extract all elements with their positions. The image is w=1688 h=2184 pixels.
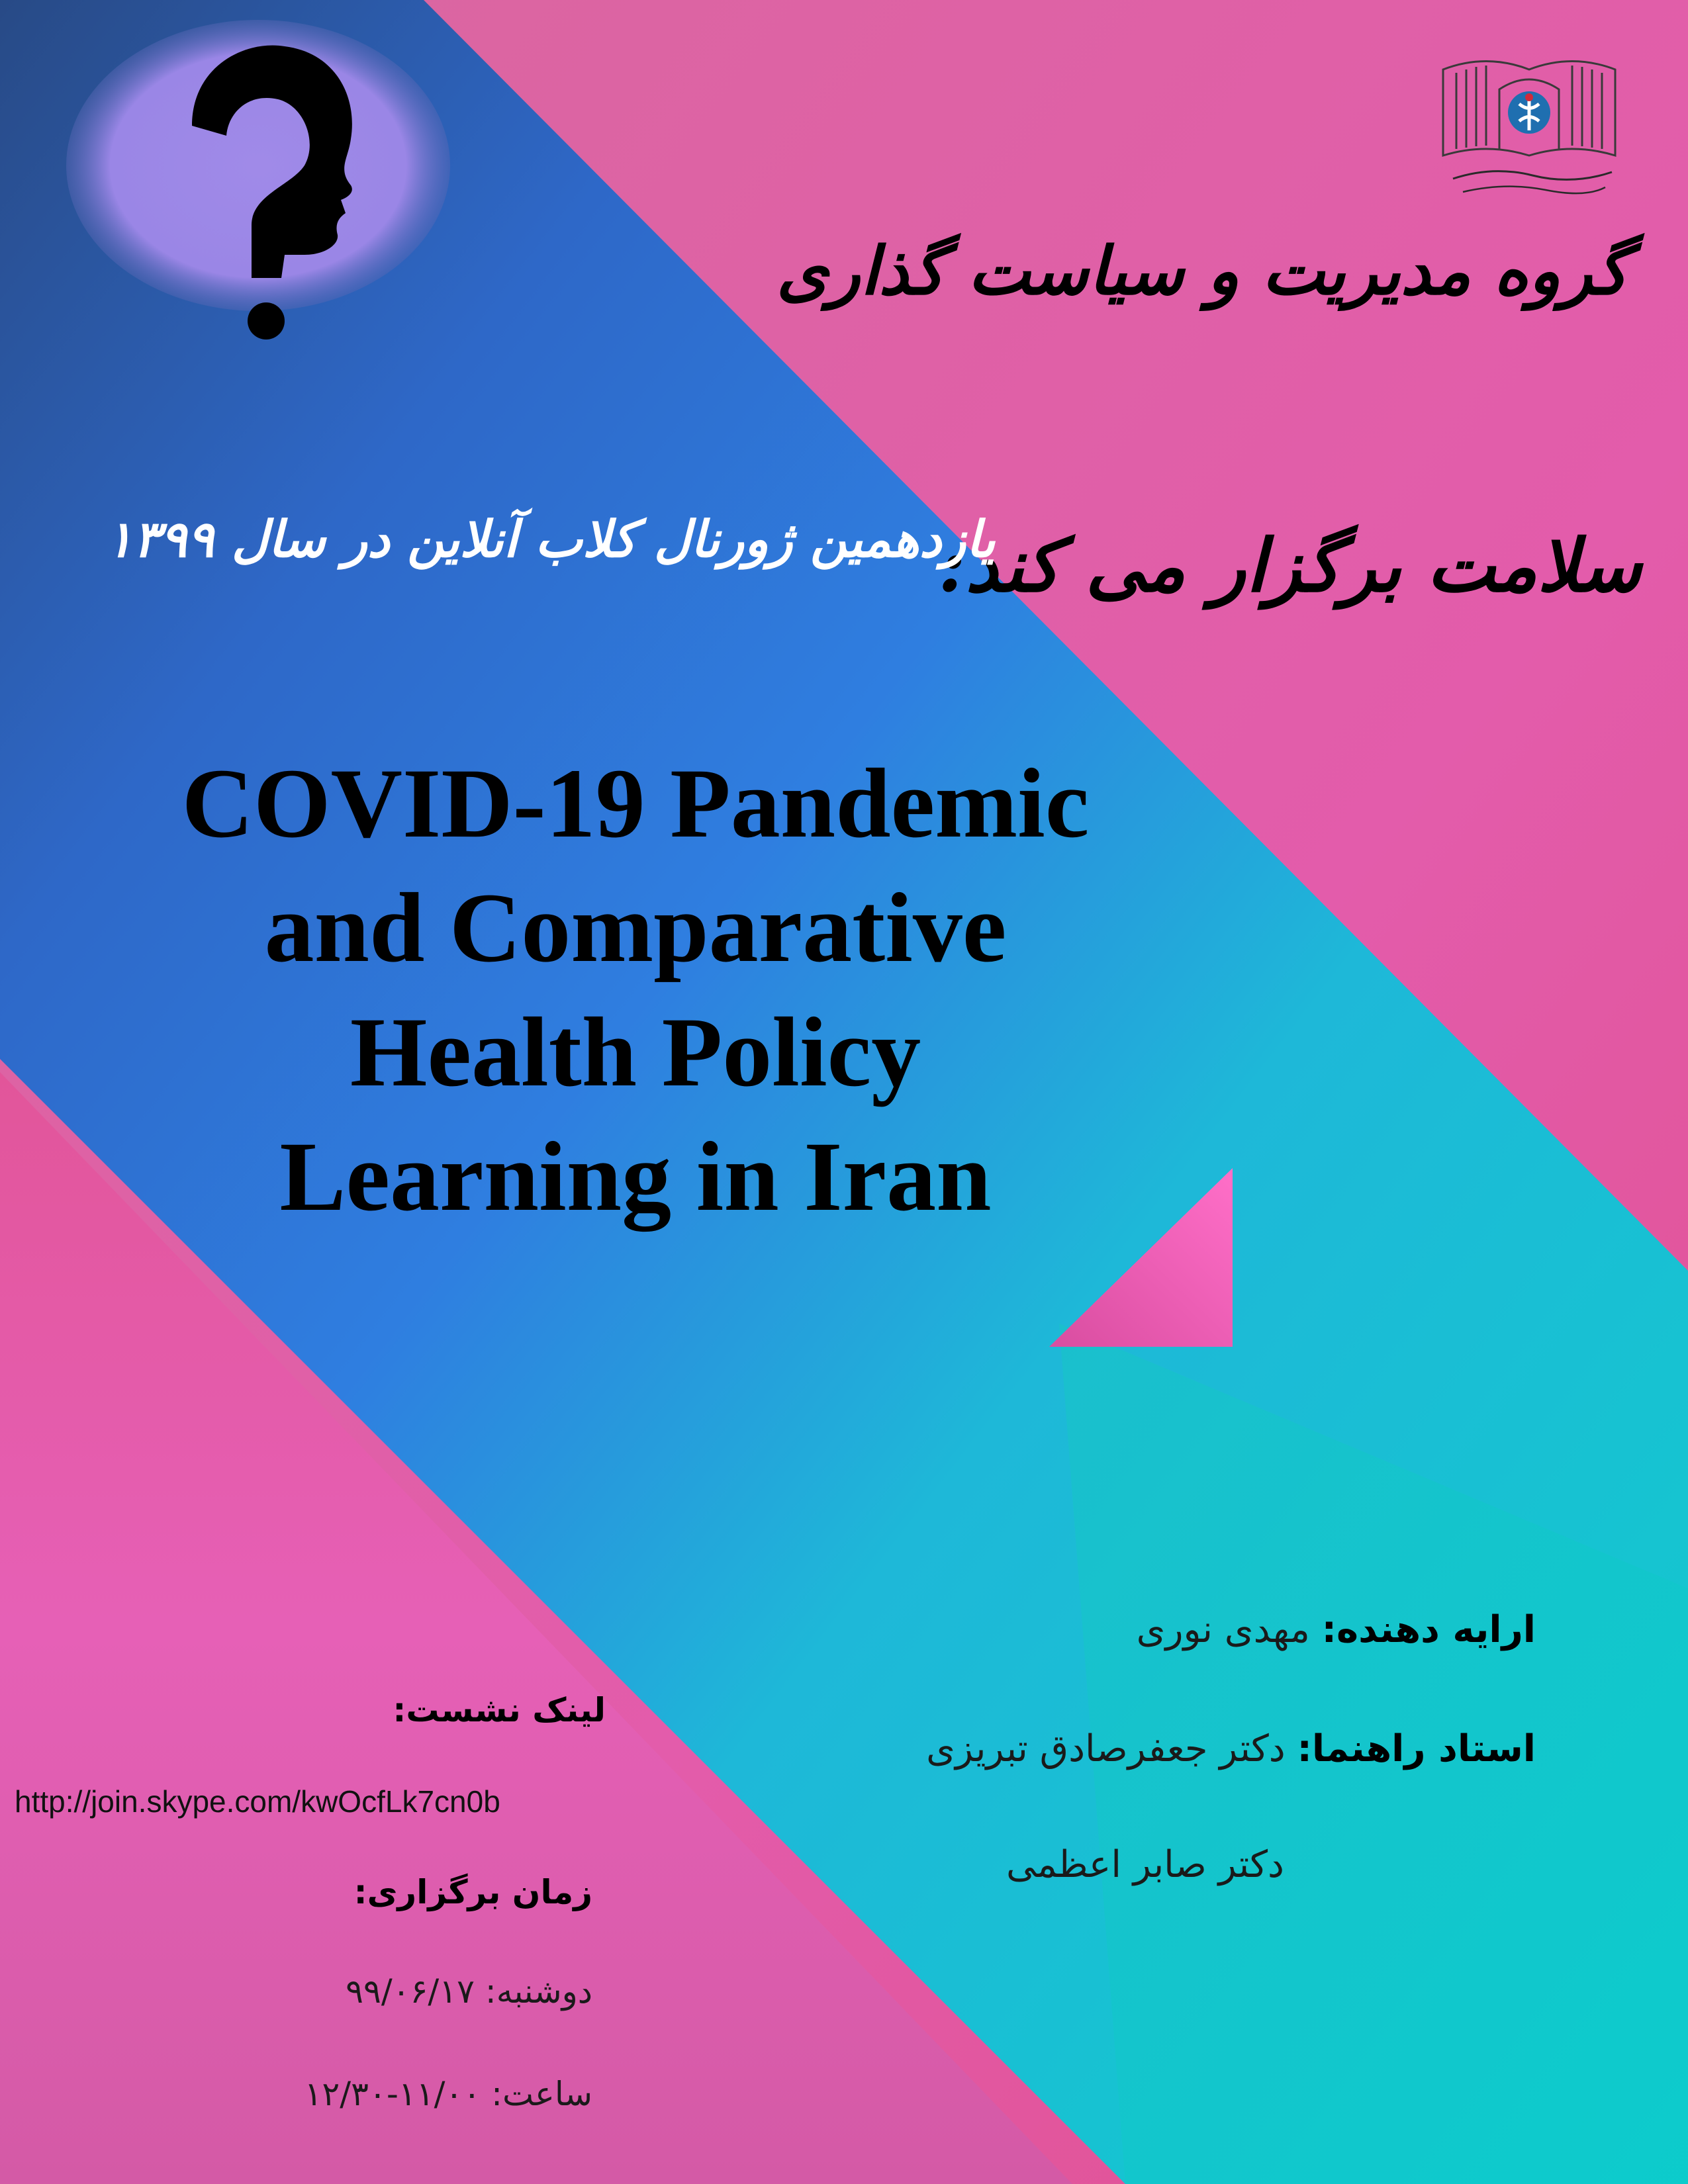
group-title-line2: سلامت برگزار می کند: <box>938 523 1642 608</box>
session-hours: ۱۱/۰۰-۱۲/۳۰ <box>304 2075 481 2113</box>
supervisor-line <box>926 1727 1536 1770</box>
presenter-name: مهدی نوری <box>1136 1608 1310 1651</box>
university-logo <box>1433 43 1625 215</box>
question-head-icon <box>152 26 371 344</box>
presenter-line <box>1137 1608 1536 1651</box>
event-subtitle: یازدهمین ژورنال کلاب آنلاین در سال ۱۳۹۹ <box>106 510 996 569</box>
group-title-line1: گروه مدیریت و سیاست گذاری <box>776 232 1628 310</box>
supervisor-name-2: دکتر صابر اعظمی <box>1006 1843 1284 1886</box>
talk-title <box>53 741 1218 1239</box>
session-date-line <box>346 1972 592 2011</box>
session-time-label: زمان برگزاری: <box>353 1873 592 1911</box>
talk-title-line1: COVID-19 Pandemic <box>181 749 1090 858</box>
presenter-label: ارایه دهنده: <box>1321 1608 1536 1651</box>
session-day-label: دوشنبه: <box>485 1972 592 2011</box>
talk-title-line2: and Comparative <box>264 873 1007 983</box>
supervisor-label: استاد راهنما: <box>1297 1727 1536 1770</box>
talk-title-line4: Learning in Iran <box>279 1122 992 1232</box>
talk-title-line3: Health Policy <box>350 997 921 1107</box>
supervisor-name-1: دکتر جعفرصادق تبریزی <box>926 1727 1286 1770</box>
session-link[interactable]: http://join.skype.com/kwOcfLk7cn0b <box>15 1784 500 1819</box>
session-hour-label: ساعت: <box>491 2075 592 2113</box>
session-link-label: لینک نشست: <box>393 1691 606 1729</box>
session-date: ۹۹/۰۶/۱۷ <box>346 1972 475 2011</box>
session-hour-line <box>305 2075 592 2113</box>
